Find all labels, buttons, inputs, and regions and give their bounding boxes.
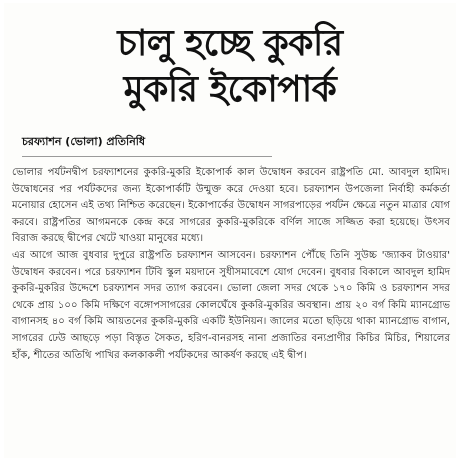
byline-divider	[22, 156, 272, 157]
headline-line-2: মুকরি ইকোপার্ক	[123, 69, 337, 110]
headline	[4, 21, 456, 113]
article-body	[12, 165, 450, 364]
headline-line-1: চালু হচ্ছে কুকরি	[117, 23, 343, 64]
article-paragraph: ভোলার পর্যটনদ্বীপ চরফ্যাশনের কুকরি-মুকরি ইকোপার্ক কাল উদ্বোধন করবেন রাষ্ট্রপতি মো. আবদুল হামিদ। উদ্বোধনের পর পর্যটকদের জন্য ইকোপার্কটি উন্মুক্ত করে দেওয়া হবে। চরফ্যাশন উপজেলা নির্বাহী কর্মকর্তা মনোয়ার হোসেন এই তথ্য নিশ্চিত করেছেন। ইকোপার্কের উদ্বোধন সাগরপাড়ের পর্যটন ক্ষেত্রে নতুন মাত্রার যোগ করবে। রাষ্ট্রপতির আগমনকে কেন্দ্র করে সাগরের কুকরি-মুকরিকে বর্ণিল সাজে সজ্জিত করা হয়েছে। উৎসব বিরাজ করছে দ্বীপের খেটে খাওয়া মানুষের মধ্যে।	[12, 167, 450, 245]
newspaper-clipping	[4, 3, 456, 458]
byline: চরফ্যাশন (ভোলা) প্রতিনিধি	[22, 135, 146, 148]
article-paragraph: এর আগে আজ বুধবার দুপুরে রাষ্ট্রপতি চরফ্যাশন আসবেন। চরফ্যাশন পৌঁছে তিনি সুউচ্চ 'জ্যাকব টাওয়ার' উদ্বোধন করবেন। পরে চরফ্যাশন টিবি স্কুল ময়দানে সুধীসমাবেশে যোগ দেবেন। বুধবার বিকালে আবদুল হামিদ কুকরি-মুকরির উদ্দেশে চরফ্যাশন সদর ত্যাগ করবেন। ভোলা জেলা সদর থেকে ১৭০ কিমি ও চরফ্যাশন সদর থেকে প্রায় ১০০ কিমি দক্ষিণে বঙ্গোপসাগরের কোলঘেঁষে কুকরি-মুকরির অবস্থান। প্রায় ২০ বর্গ কিমি ম্যানগ্রোভ বাগানসহ ৪০ বর্গ কিমি আয়তনের কুকরি-মুকরি একটি ইউনিয়ন। জালের মতো ছড়িয়ে থাকা ম্যানগ্রোভ বাগান, সাগরের ঢেউ আছড়ে পড়া বিস্তৃত সৈকত, হরিণ-বানরসহ নানা প্রজাতির বন্যপ্রাণীর কিচির মিচির, শিয়ালের হাঁক, শীতের অতিথি পাখির কলকাকলী পর্যটকদের আকর্ষণ করছে এই দ্বীপ।	[12, 249, 450, 361]
